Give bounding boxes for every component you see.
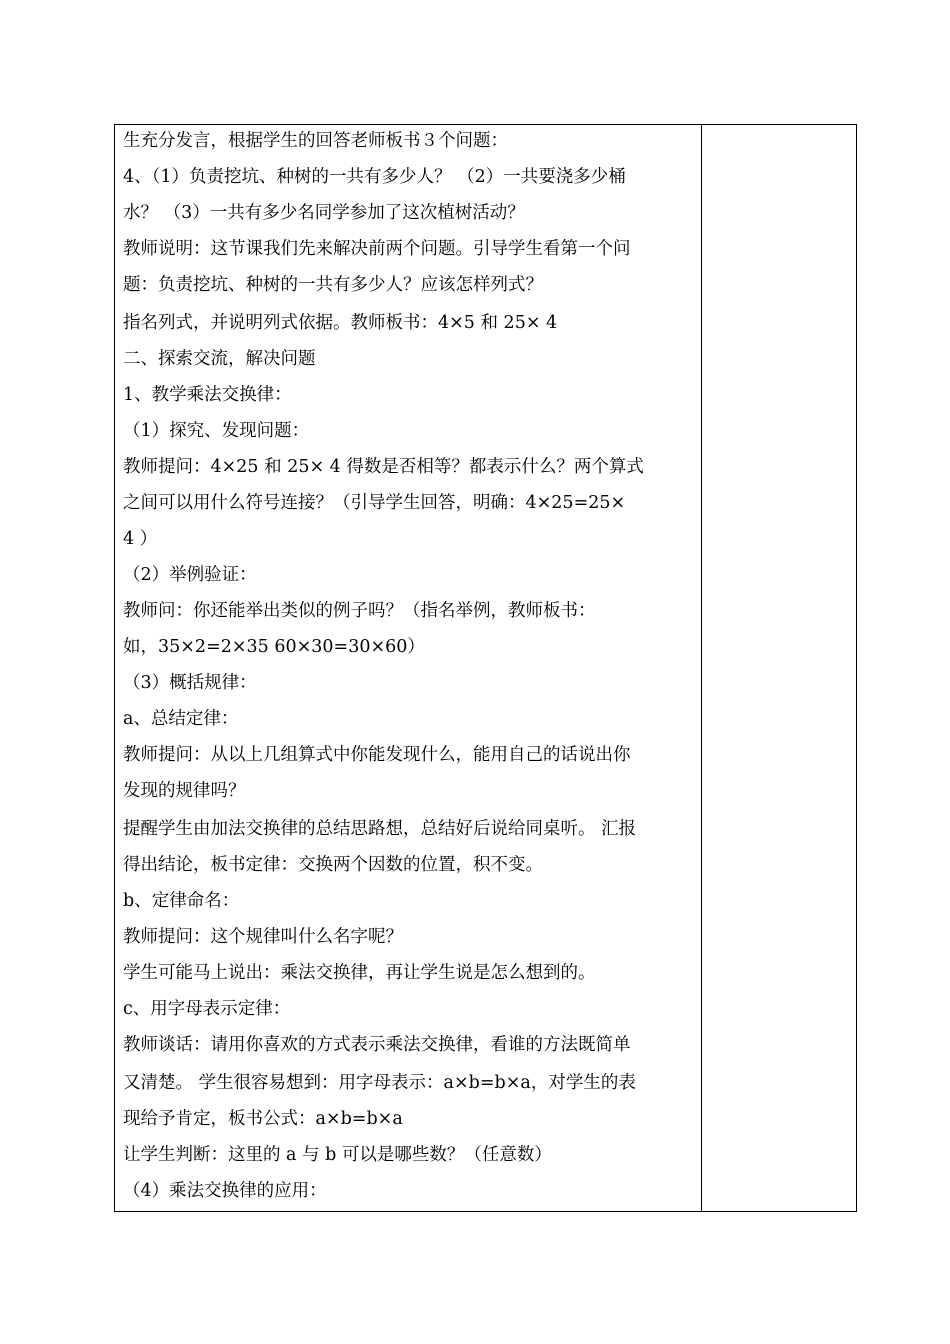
text-line: 又清楚。 学生很容易想到：用字母表示：a×b=b×a，对学生的表 [123,1073,636,1093]
text-line: （1）探究、发现问题： [123,421,310,441]
section-heading: 二、探索交流，解决问题 [123,349,316,369]
text-line: 得出结论，板书定律：交换两个因数的位置，积不变。 [123,855,543,875]
text-line: 4 ） [123,529,158,549]
text-line: 教师提问：从以上几组算式中你能发现什么，能用自己的话说出你 [123,745,631,765]
text-line: 让学生判断：这里的 a 与 b 可以是哪些数？（任意数） [123,1145,552,1165]
text-line: （4）乘法交换律的应用： [123,1181,327,1201]
text-line: 教师提问：4×25 和 25× 4 得数是否相等？都表示什么？两个算式 [123,457,644,477]
text-line: 1、教学乘法交换律： [123,385,292,405]
text-line: 指名列式，并说明列式依据。教师板书：4×5 和 25× 4 [123,313,558,333]
text-line: 发现的规律吗？ [123,781,246,801]
text-line: 现给予肯定，板书公式：a×b=b×a [123,1109,403,1129]
text-line: 如，35×2=2×35 60×30=30×60） [123,637,425,657]
text-line: （3）概括规律： [123,673,257,693]
text-line: c、用字母表示定律： [123,999,291,1019]
text-line: b、定律命名： [123,891,240,911]
text-line: 学生可能马上说出：乘法交换律，再让学生说是怎么想到的。 [123,963,596,983]
text-line: 之间可以用什么符号连接？（引导学生回答，明确：4×25=25× [123,493,626,513]
text-line: 题：负责挖坑、种树的一共有多少人？应该怎样列式？ [123,275,543,295]
lesson-plan-table [114,124,857,1212]
text-line: 水？ （3）一共有多少名同学参加了这次植树活动？ [123,203,525,223]
text-line: a、总结定律： [123,709,239,729]
text-line: 生充分发言，根据学生的回答老师板书３个问题： [123,131,508,151]
text-line: 提醒学生由加法交换律的总结思路想，总结好后说给同桌听。 汇报 [123,819,637,839]
text-line: 教师问：你还能举出类似的例子吗？（指名举例，教师板书： [123,601,596,621]
text-line: 教师说明：这节课我们先来解决前两个问题。引导学生看第一个问 [123,239,631,259]
text-line: 教师谈话：请用你喜欢的方式表示乘法交换律，看谁的方法既简单 [123,1035,631,1055]
text-line: （2）举例验证： [123,565,257,585]
text-line: 4、（1）负责挖坑、种树的一共有多少人？ （2）一共要浇多少桶 [123,167,626,187]
text-line: 教师提问：这个规律叫什么名字呢？ [123,927,403,947]
notes-cell [702,125,856,1211]
